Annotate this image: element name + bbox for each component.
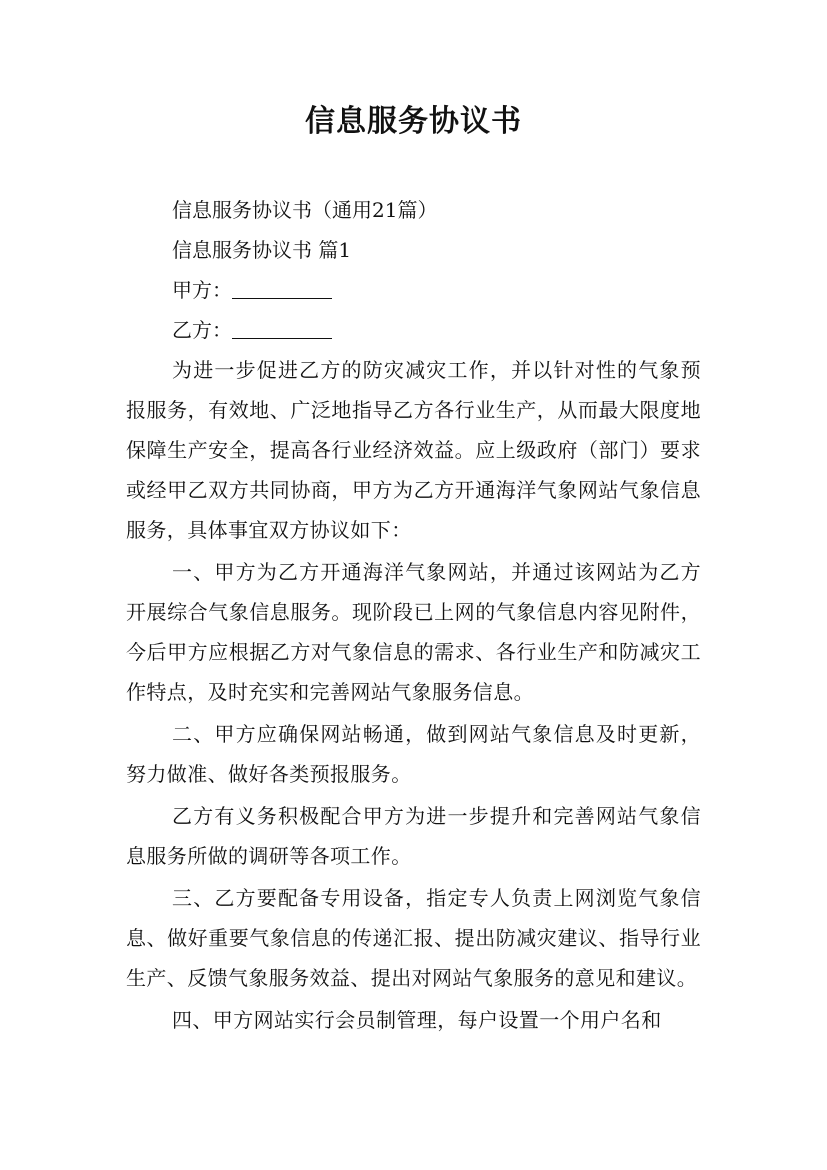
document-title: 信息服务协议书 — [305, 104, 522, 139]
paragraph-clause-2: 二、甲方应确保网站畅通，做到网站气象信息及时更新，努力做准、做好各类预报服务。 — [126, 722, 701, 786]
paragraph-clause-4: 四、甲方网站实行会员制管理，每户设置一个用户名和 — [172, 1008, 662, 1032]
party-b-line — [126, 310, 701, 350]
party-a-blank — [232, 276, 332, 299]
section-heading: 信息服务协议书 篇1 — [172, 238, 352, 262]
party-b-label: 乙方： — [172, 318, 232, 342]
paragraph-party-b-duty: 乙方有义务积极配合甲方为进一步提升和完善网站气象信息服务所做的调研等各项工作。 — [126, 804, 701, 868]
document-subtitle: 信息服务协议书（通用21篇） — [172, 198, 438, 222]
paragraph-intro: 为进一步促进乙方的防灾减灾工作，并以针对性的气象预报服务，有效地、广泛地指导乙方各行业生产，从而最大限度地保障生产安全，提高各行业经济效益。应上级政府（部门）要求或经甲乙双方共同协商，甲方为乙方开通海洋气象网站气象信息服务，具体事宜双方协议如下： — [126, 358, 701, 542]
party-b-blank — [232, 316, 332, 339]
paragraph-clause-3: 三、乙方要配备专用设备，指定专人负责上网浏览气象信息、做好重要气象信息的传递汇报、提出防减灾建议、指导行业生产、反馈气象服务效益、提出对网站气象服务的意见和建议。 — [126, 886, 701, 990]
document-body — [126, 190, 701, 1042]
party-a-label: 甲方： — [172, 278, 232, 302]
paragraph-clause-1: 一、甲方为乙方开通海洋气象网站，并通过该网站为乙方开展综合气象信息服务。现阶段已上网的气象信息内容见附件，今后甲方应根据乙方对气象信息的需求、各行业生产和防减灾工作特点，及时充实和完善网站气象服务信息。 — [126, 560, 701, 704]
party-a-line — [126, 270, 701, 310]
